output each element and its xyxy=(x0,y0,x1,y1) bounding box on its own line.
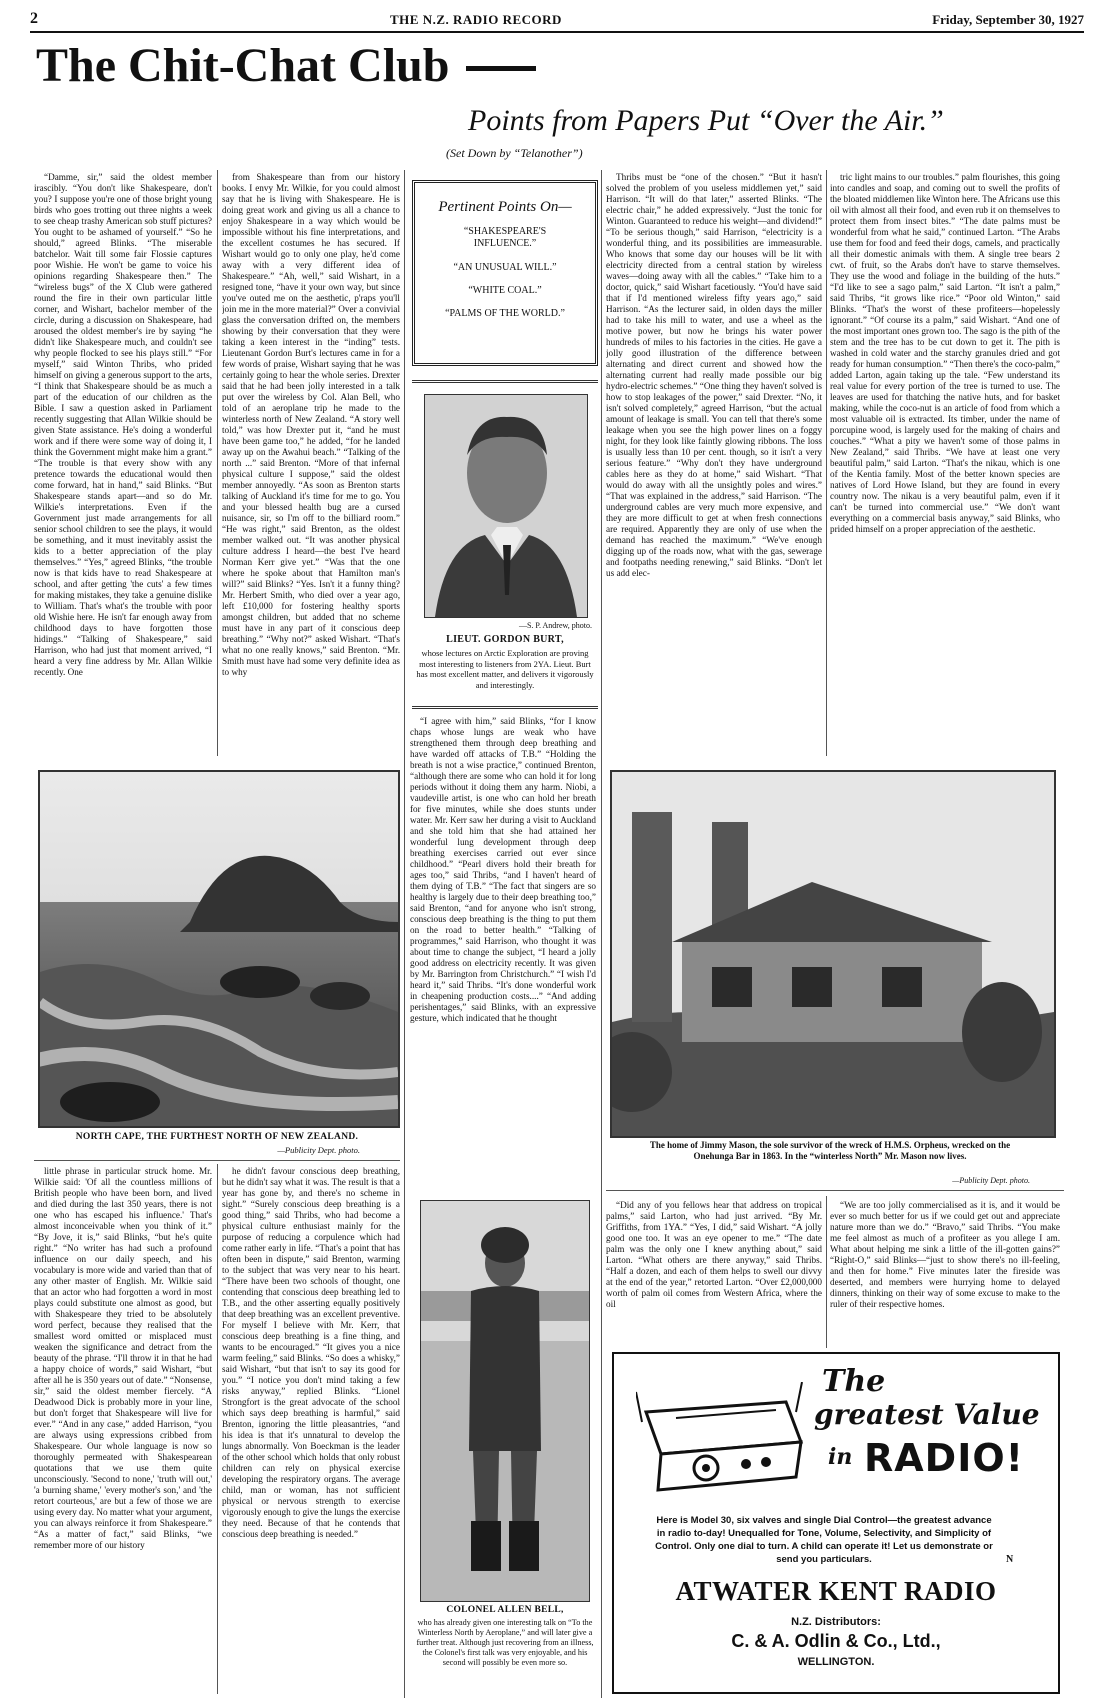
photo-credit: —S. P. Andrew, photo. xyxy=(518,621,592,630)
column-3-text: “I agree with him,” said Blinks, “for I know chaps whose lungs are weak who have strengthened them through deep breathing and have warded off attacks of T.B.” “Holding the breath is not a wise practice,” continued Brenton, “although there are some who can hold it for long periods without it doing them any harm. Niobi, a vaudeville artist, is one who can hold her breath for five minutes, while she does stunts under water. Mr. Kerr saw her during a visit to Auckland and she told him that she had attained her wonderful lung development through deep breathing exercises carried out ever since childhood.” “Pearl divers hold their breath for ages too,” said Thribs, “and I haven't heard of them dying of T.B.” “The fact that singers are so healthy is largely due to their deep breathing too,” said Brenton, “and for anyone who isn't strong, conscious deep breathing is the thing to put them on the road to better health.” “Talking of programmes,” said Harrison, who thought it was about time to change the subject, “I heard a jolly good address on electricity recently. It was given by Mr. Barrington from Christchurch.” “I wish I'd heard it,” said Thribs. “It's done wonderful work in cheapening production costs....” “And adding perishentages,” said Blinks, with an expressive gesture, which indicated that he thought xyxy=(410,716,596,1023)
column-6 xyxy=(34,1166,212,1692)
ad-body: Here is Model 30, six valves and single Dial Control—the greatest advance in radio to-day! Unequalled for Tone, Volume, Selectivity, and Simplicity of Control. Only one dial to turn. A child can operate it! Let us demonstrate or send you particulars. xyxy=(655,1515,993,1565)
paper-name: THE N.Z. RADIO RECORD xyxy=(390,12,562,27)
pertinent-point: “SHAKESPEARE'S INFLUENCE.” xyxy=(463,226,547,249)
column-1-text: “Damme, sir,” said the oldest member irascibly. “You don't like Shakespeare, don't you? I suppose you're one of those bright young birds who goes trotting out three nights a week to see cheap trashy American sob stuff pictures? You ought to be ashamed of yourself.” “So he should,” agreed Blinks. “The miserable batchelor. Wait till some fair Flossie captures poor Wishie. He won't be game to voice his opinions regarding Shakespeare then.” The “wireless bugs” of the X Club were gathered round the fire in their own particular little corner, and Wishart, bachelor member of the circle, during a discussion on Shakespeare, had aroused the oldest member's ire by saying “he didn't like Shakespeare much, and couldn't see why people flocked to see his plays still.” “For myself,” said Winton Thribs, who prided himself on giving a generous support to the arts, “I think that Shakespeare should be as much a part of the education of our children as the Bible. I saw a question asked in Parliament recently suggesting that Allan Wilkie should be given State assistance. He's doing a wonderful work and if there were some way of doing it, I think the Government might make him a grant.” “The trouble is that every show with any pretence towards the educational would then come forward, hat in hand,” said Blinks. “But Shakespeare stands apart—and so do Mr. Wilkie's interpretations. Even if the Government just made arrangements for all senior school children to see the plays, it would be something, and it must inevitably assist the kids to a better appreciation of the play themselves.” “Yes,” agreed Blinks, “the trouble now is that kids have to read Shakespeare at school, and after getting 'the cuts' a few times for making mistakes, they take a genuine dislike to William. That's what's the trouble with poor old Wishie here. He isn't far enough away from childhood days to have forgotten those hidings.” “Talking of Shakespeare,” said Harrison, who had just that moment arrived, “I heard a very fine address by Mr. Allan Wilkie recently. One xyxy=(34,172,212,677)
portrait-gordon-burt-image xyxy=(425,395,587,617)
atwater-kent-advertisement xyxy=(612,1352,1060,1694)
photo-mason-home-image xyxy=(612,772,1054,1136)
divider xyxy=(412,706,598,709)
photo-caption: who has already given one interesting talk on “To the Winterless North by Aeroplane,” and will later give a further treat. Although just recovering from an illness, the Colonel's first talk was very enjoyable, and his second will possibly be even more so. xyxy=(416,1618,594,1667)
ad-headline-the: The xyxy=(822,1364,886,1399)
column-2-text: from Shakespeare than from our history books. I envy Mr. Wilkie, for you could almost say that he is living with Shakespeare. He is doing great work and giving us all a chance to enjoy Shakespeare in a way which would be impossible without his fine interpretations, and the excellent costumes he has secured. If Wishart would go to only one play, he'd come away with a very different idea of Shakespeare.” “Ah, well,” said Wishart, in a resigned tone, “have it your own way, but since you've outed me on the aesthetic, p'raps you'll join me in the more material?” Over a convivial glass the conversation drifted on, the members showing by their conversation that they were taking a keen interest in the “inding” tests. Lieutenant Gordon Burt's lectures came in for a few words of praise, Wishart saying that he was certainly going to hear the whole series. Drexter said that he had been jolly interested in a talk put over the wireless by Col. Alan Bell, who told of an aeroplane trip he made to the winterless north of New Zealand. “A story well told,” was how Drexter put it, “and he must have been game too,” he added, “for he landed away up on the Awahui beach.” “Talking of the north ...” said Brenton. “More of that infernal physical culture I suppose,” said the oldest member annoyedly. “As soon as Brenton starts talking of Auckland it's time for me to go. You and your blessed health bug are a cursed nuisance, sir, so I'm off to the billiard room.” “He was right,” said Brenton, as the oldest member walked out. “It was another physical culture address I heard—the best I've heard Norman Kerr give yet.” “Was that the one where he spoke about that Hamilton man's will?” said Blinks? “Yes. Isn't it a funny thing? Mr. Herbert Smith, who died over a year ago, left £10,000 for fostering healthy sports amongst children, but added that no scheme must have in any part of it conscious deep breathing.” “Why not?” asked Wishart. “That's what no one really knows,” said Brenton. “Mr. Smith must have had some very definite idea as to why xyxy=(222,172,400,677)
photo-credit: —Publicity Dept. photo. xyxy=(277,1145,360,1155)
pertinent-point: “WHITE COAL.” xyxy=(468,285,542,296)
column-rule xyxy=(826,170,827,756)
page-number: 2 xyxy=(30,10,38,27)
column-9-text: “We are too jolly commercialised as it is, and it would be ever so much better for us if we could get out and appreciate nature more than we do.” “Bravo,” said Thribs. “You make me feel almost as much of a profiteer as you allege I am. What about helping me sink a little of the ill-gotten gains?” “Right-O,” said Blinks—“just to show there's no ill-feeling, and then for home.” Five minutes later the fireside was deserted, and members were hurrying home to delayed dinners, thinking on their way of some excuse to make to the ruler of their respective homes. xyxy=(830,1200,1060,1309)
photo-north-cape-image xyxy=(40,772,398,1126)
article-byline: (Set Down by “Telanother”) xyxy=(446,146,583,160)
ad-distributors-label: N.Z. Distributors: xyxy=(791,1616,881,1628)
column-4-text: Thribs must be “one of the chosen.” “But it hasn't solved the problem of you useless middlemen yet,” said Harrison. “It will do that later,” asserted Blinks. “The electric chair,” he added expressively. “Just the tonic for Winton. Guaranteed to reduce his weight—and dividend!” “To be serious though,” said Harrison, “electricity is a wonderful thing, and its possibilities are immeasurable. Who knows that some day our houses will be lit with electricity directed from a central station by wireless waves—doing away with all the cables.” “Take him to a doctor, quick,” said Wishart facetiously. “You'd have said that if I'd mentioned wireless fifty years ago,” said Harrison. “As the lecturer said, in olden days the miller had to take his mill to water, and use a wheel as the motive power, but now he brings his water power hundreds of miles to his factories in the cities. He gave a jolly good illustration of the difference between alternating and direct current and showed how the alternating current had really made possible our big hydro-electric schemes.” “One thing they haven't solved is how to stop leakages of the power,” said Drexter. “No, it isn't solved completely,” agreed Harrison, “but the actual amount of leakage is small. You can tell that there's some leakage when you see the high power lines on a foggy night, for they look like faintly glowing ribbons. The loss is usually less than 10 per cent. though, so it isn't a very serious feature.” “Why don't they have underground cables here as they do at home,” said Wishart. “That would do away with all the unsightly poles and wires.” “That was explained in the address,” said Harrison. “The underground cables are very much more expensive, and they are more difficult to get at when fresh connections are required. Apparently they are only of use when the demand has reached the maximum.” “We've enough digging up of the roads now, what with the gas, sewerage and footpaths needing renewing,” said Blinks. “Don't let us add elec- xyxy=(606,172,822,578)
column-3 xyxy=(410,716,596,1170)
column-rule xyxy=(217,1164,218,1694)
column-1 xyxy=(34,172,212,754)
ad-brand: ATWATER KENT RADIO xyxy=(675,1576,997,1606)
title-dash xyxy=(466,66,536,71)
ad-city: WELLINGTON. xyxy=(797,1656,875,1668)
radio-set-illustration xyxy=(636,1382,806,1502)
column-5 xyxy=(830,172,1060,754)
column-5-text: tric light mains to our troubles.” palm flourishes, this going into candles and soap, and coming out to swell the profits of the bloated middlemen like Winton here. The Africans use this oil with almost all their food, and even rub it on themselves to protect them from insect bites.” “The date palms must be wonderful from what he said,” continued Larton. “The Arabs use them for food and feed their dogs, camels, and practically all their domestic animals with them. A single tree bears 2 cwt. of fruit, so the Arabs don't have to starve themselves. They use the wood and foliage in the building of the huts.” “I'd like to see a sago palm,” said Larton. “It isn't a palm,” said Thribs, “it grows like rice.” “Poor old Winton,” said Blinks. “That's the worst of these profiteers—hopelessly ignorant.” “Of course its a palm,” said Wishart. “And one of the most important ones grown too. The sago is the pith of the stem and the tree has to be cut down to get it. The pith is washed in cold water and the starchy granules dried and got ready for human consumption.” “Then there's the coco-palm,” added Larton, again taking up the tale. “Few understand its real value for every portion of the tree is turned to use. The leaves are used for thatching the native huts, and for basket making, while the coco-nut is an article of food from which a most valuable oil is extracted. Its timber, under the name of porcupine wood, is largely used for the making of chairs and couches.” “What a pity we haven't some of those palms in New Zealand,” said Thribs. “We have at least one very beautiful palm,” said Larton. “That's the nikau, which is one of the Kentia family. Most of the better known species are natives of Lord Howe Island, but they are found in every country now. The nikau is a very beautiful palm, even if it can't be turned into commercial use.” “We don't want everything on a commercial basis anyway,” said Blinks, who prided himself on a proper appreciation of the aesthetic. xyxy=(830,172,1060,534)
pertinent-point: “AN UNUSUAL WILL.” xyxy=(453,262,557,273)
photo-caption: NORTH CAPE, THE FURTHEST NORTH OF NEW ZEALAND. xyxy=(75,1132,359,1142)
ad-headline-radio: RADIO! xyxy=(864,1436,1024,1480)
photo-caption: whose lectures on Arctic Exploration are proving most interesting to listeners from 2YA. Lieut. Burt has most excellent matter, and delivers it vigorously and interestingly. xyxy=(416,648,594,690)
photo-north-cape xyxy=(38,770,400,1128)
ad-headline-greatest: greatest Value xyxy=(814,1398,1040,1431)
ad-n-mark: N xyxy=(1006,1554,1014,1565)
column-rule xyxy=(217,170,218,756)
column-rule xyxy=(601,170,602,1698)
column-8-text: “Did any of you fellows hear that address on tropical palms,” said Larton, who had just arrived. “By Mr. Griffiths, from 1YA.” “Yes, I did,” said Wishart. “A jolly good one too. It was an eye opener to me.” “The date palm was the only one I knew anything about,” said Larton. “What others are there anyway,” said Thribs. “Half a dozen, and each of them helps to swell our divvy at the end of the year,” retorted Larton. “Over £2,000,000 worth of palm oil comes from Western Africa, where the oil xyxy=(606,1200,822,1309)
article-subtitle: Points from Papers Put “Over the Air.” xyxy=(468,104,944,137)
divider xyxy=(606,1190,1064,1191)
column-4 xyxy=(606,172,822,754)
column-2 xyxy=(222,172,400,754)
issue-date: Friday, September 30, 1927 xyxy=(932,12,1084,27)
photo-colonel-bell-image xyxy=(421,1201,589,1601)
column-7-text: he didn't favour conscious deep breathing, but he didn't say what it was. The result is that a year has gone by, and there's no scheme in sight.” “Surely conscious deep breathing is a good thing,” said Thribs, who had become a physical culture enthusiast mainly for the purpose of reducing a corpulence which had come rather early in life. “That's a point that has often been in dispute,” said Brenton, warming to the subject that was very near to his heart. “There have been two schools of thought, one contending that conscious deep breathing led to T.B., and the other asserting equally positively that deep breathing was an excellent preventive. For myself I believe with Mr. Kerr, that conscious deep breathing is a fine thing, and wants to be encouraged.” “It gives you a nice warm feeling,” said Blinks. “So does a whisky,” said Wishart, “but that isn't to say its good for you.” “I notice you don't mind taking a few risks anyway,” replied Blinks. “Lionel Strongfort is the great advocate of the school which says deep breathing is harmful,” said Brenton, ignoring the little pleasantries, “and his idea is that it's unnatural to develop the lungs abnormally. Von Boeckman is the leader of the other school which holds that only robust children can rely on physical exercise developing the respiratory organs. The average child, man or woman, has not sufficient physical or nervous strength to exercise vigorously enough to give the lungs the exercise they need. Because of that he contends that conscious deep breathing is needed.” xyxy=(222,1166,400,1539)
column-7 xyxy=(222,1166,400,1692)
ad-headline xyxy=(814,1364,1050,1494)
photo-name: LIEUT. GORDON BURT, xyxy=(446,634,564,645)
pertinent-points-title: Pertinent Points On— xyxy=(438,199,572,215)
article-title: The Chit-Chat Club xyxy=(36,39,450,92)
page-header xyxy=(30,8,1084,30)
column-rule xyxy=(826,1196,827,1348)
column-rule xyxy=(404,170,405,1698)
photo-name: COLONEL ALLEN BELL, xyxy=(446,1605,564,1615)
photo-colonel-bell xyxy=(420,1200,590,1602)
ad-headline-in: in xyxy=(828,1444,853,1470)
divider xyxy=(412,380,598,383)
ad-distributor: C. & A. Odlin & Co., Ltd., xyxy=(731,1631,941,1651)
photo-mason-home xyxy=(610,770,1056,1138)
column-9 xyxy=(830,1200,1060,1344)
divider xyxy=(34,1160,400,1161)
header-rule xyxy=(30,31,1084,33)
pertinent-point: “PALMS OF THE WORLD.” xyxy=(445,308,565,319)
column-6-text: little phrase in particular struck home. Mr. Wilkie said: 'Of all the countless millions of British people who have been born, and lived and died during the last 350 years, there is not one who has escaped his influence.' That's almost inconceivable when you think of it.” “By Jove, it is,” said Blinks, “but he's quite right.” “No writer has had such a profound influence on our daily speech, and his vocabulary is more wide and varied than that of any other master of English. Mr. Wilkie said that an actor who had forgotten a word in most plays could substitute one almost as good, but with Shakespeare they tried to be absolutely word perfect, because they realised that the smallest word omitted or misplaced must weaken the significance and detract from the beauty of the phrase. “I'll throw it in that he had a happy choice of words,” said Wishart, “but after all he is 350 years out of date.” “Nonsense, sir,” said the oldest member fiercely. “A Deadwood Dick is probably more in your line, but don't forget that Shakespeare will live for ever.” “And in any case,” added Harrison, “you are always using expressions cribbed from Shakespeare. Our whole language is now so thoroughly permeated with Shakespearean quotations that we use them quite unconsciously. 'Second to none,' 'truth will out,' 'a burning shame,' 'every mother's son,' and 'the retort courteous,' are but a few of those we are using every day. No matter what your argument, you can always reinforce it from Shakespeare.” “As a matter of fact,” said Blinks, “we remember more of our history xyxy=(34,1166,212,1550)
article-title-block xyxy=(30,38,590,98)
portrait-gordon-burt xyxy=(424,394,588,618)
photo-caption: The home of Jimmy Mason, the sole survivor of the wreck of H.M.S. Orpheus, wrecked on the Onehunga Bar in 1863. In the “winterless North” Mr. Mason now lives. xyxy=(649,1140,1011,1161)
column-8 xyxy=(606,1200,822,1344)
photo-credit: —Publicity Dept. photo. xyxy=(952,1176,1030,1185)
pertinent-points-box xyxy=(412,180,598,366)
